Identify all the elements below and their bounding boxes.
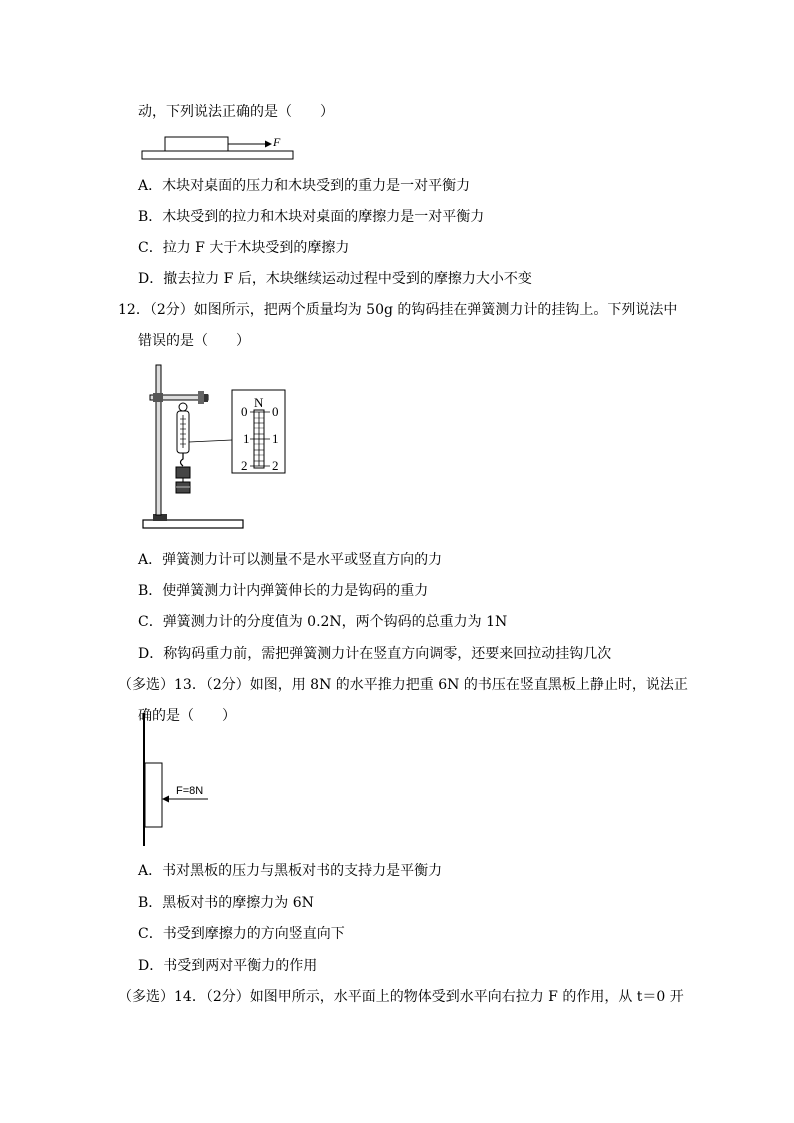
scale-tick-left-0: 0 [241,404,248,419]
q13-option-c: C．书受到摩擦力的方向竖直向下 [138,926,345,942]
q11-force-label: F [273,135,281,149]
q13-force-label: F=8N [176,785,204,797]
q14-stem-line1: （多选）14．（2分）如图甲所示，水平面上的物体受到水平向右拉力 F 的作用，从 t＝0 开 [118,989,684,1005]
stand-pole [156,365,161,515]
q12-option-a: A．弹簧测力计可以测量不是水平或竖直方向的力 [138,552,443,568]
scale-tick-right-1: 1 [272,431,279,446]
q13-stem-line1: （多选）13．（2分）如图，用 8N 的水平推力把重 6N 的书压在竖直黑板上静止时，说法正 [118,677,688,693]
q11-option-a: A．木块对桌面的压力和木块受到的重力是一对平衡力 [138,178,471,194]
weight-1 [176,467,190,478]
q11-figure [140,132,300,162]
stand-base [143,520,243,528]
q13-option-d: D．书受到两对平衡力的作用 [138,958,318,974]
scale-tick-right-2: 2 [272,458,279,473]
q13-stem-line2: 确的是（ ） [138,708,236,724]
q12-option-c: C．弹簧测力计的分度值为 0.2N，两个钩码的总重力为 1N [138,614,508,630]
q13-figure [138,710,218,850]
q11-stem: 动，下列说法正确的是（ ） [138,104,334,120]
q13-option-b: B．黑板对书的摩擦力为 6N [138,895,314,911]
q12-option-b: B．使弹簧测力计内弹簧伸长的力是钩码的重力 [138,583,429,599]
q13-option-a: A．书对黑板的压力与黑板对书的支持力是平衡力 [138,863,443,879]
q12-stem-line2: 错误的是（ ） [138,333,250,349]
q12-option-d: D．称钩码重力前，需把弹簧测力计在竖直方向调零，还要来回拉动挂钩几次 [138,646,612,662]
q11-table [142,151,293,159]
q11-option-b: B．木块受到的拉力和木块对桌面的摩擦力是一对平衡力 [138,209,485,225]
scale-unit-label: N [254,395,264,410]
scale-tick-left-2: 2 [241,458,248,473]
q11-option-c: C．拉力 F 大于木块受到的摩擦力 [138,240,350,256]
q12-figure [140,362,290,536]
q12-stem-line1: 12．（2分）如图所示，把两个质量均为 50g 的钩码挂在弹簧测力计的挂钩上。下列说法中 [118,302,678,318]
q11-block [165,137,228,151]
scale-tick-left-1: 1 [243,431,250,446]
q11-option-d: D．撤去拉力 F 后，木块继续运动过程中受到的摩擦力大小不变 [138,271,532,287]
scale-tick-right-0: 0 [272,404,279,419]
book [145,763,162,827]
